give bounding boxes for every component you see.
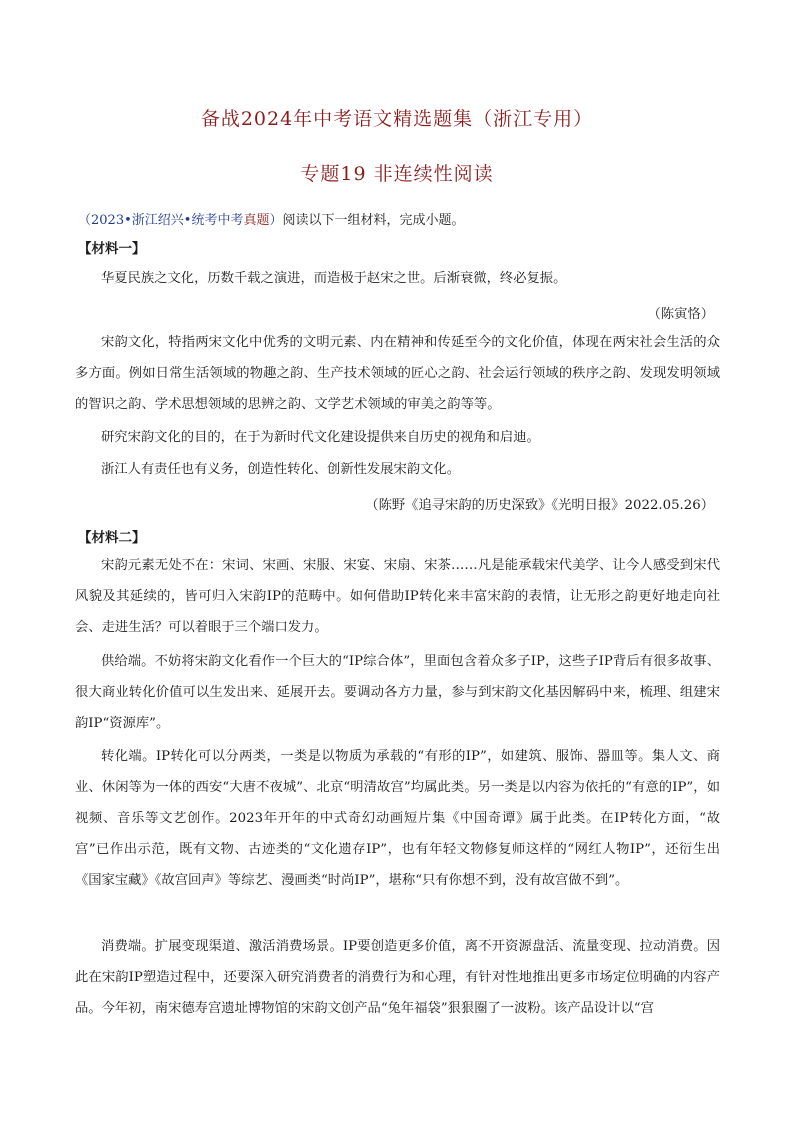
document-title: 备战2024年中考语文精选题集（浙江专用） [200,108,594,130]
question-source [78,209,465,228]
source-dot: • [183,213,192,228]
material2-heading: 【材料二】 [78,530,146,546]
source-year: 2023 [91,213,125,228]
material2-paragraph: 宋韵元素无处不在：宋词、宋画、宋服、宋宴、宋扇、宋茶……凡是能承载宋代美学、让今人感受到宋代风貌及其延续的，皆可归入宋韵IP的范畴中。如何借助IP转化来丰富宋韵的表情，让无形之韵更好地走向社会、走进生活？可以着眼于三个端口发力。 [75,558,720,635]
question-instruction: 阅读以下一组材料，完成小题。 [282,213,465,228]
source-dot: • [124,213,132,228]
material1-paragraph: 研究宋韵文化的目的，在于为新时代文化建设提供来自历史的视角和启迪。 [101,430,540,445]
material1-paragraph: 浙江人有责任也有义务，创造性转化、创新性发展宋韵文化。 [101,462,461,477]
material2-paragraph: 转化端。IP转化可以分两类，一类是以物质为承载的“有形的IP”，如建筑、服饰、器皿等。集人文、商业、休闲等为一体的西安“大唐不夜城”、北京“明清故宫”均属此类。另一类是以内容为依托的“有意的IP”，如视频、音乐等文艺创作。2023年开年的中式奇幻动画短片集《中国奇谭》属于此类。在IP转化方面，“故宫”已作出示范，既有文物、古迹类的“文化遗存IP”，也有年轻文物修复师这样的“网红人物IP”，还衍生出《国家宝藏》《故宫回声》等综艺、漫画类“时尚IP”，堪称“只有你想不到，没有故宫做不到”。 [75,749,720,888]
material2-paragraph: 供给端。不妨将宋韵文化看作一个巨大的“IP综合体”，里面包含着众多子IP，这些子IP背后有很多故事、很大商业转化价值可以生发出来、延展开去。要调动各方力量，参与到宋韵文化基因解码中来，梳理、组建宋韵IP“资源库”。 [75,654,720,731]
material1-quote-author: （陈寅恪） [647,307,714,322]
source-region: 浙江绍兴 [131,213,184,228]
source-exam-type: 统考中考 [191,213,244,228]
source-open-paren: （ [78,213,92,228]
source-tag: 真题 [243,213,270,228]
material2-paragraph: 消费端。扩展变现渠道、激活消费场景。IP要创造更多价值，离不开资源盘活、流量变现、拉动消费。因此在宋韵IP塑造过程中，还要深入研究消费者的消费行为和心理，有针对性地推出更多市场定位明确的内容产品。今年初，南宋德寿宫遗址博物馆的宋韵文创产品“兔年福袋”狠狠圈了一波粉。该产品设计以“宫 [75,939,720,1016]
material1-paragraph: 宋韵文化，特指两宋文化中优秀的文明元素、内在精神和传延至今的文化价值，体现在两宋社会生活的众多方面。例如日常生活领域的物趣之韵、生产技术领域的匠心之韵、社会运行领域的秩序之韵、发现发明领域的智识之韵、学术思想领域的思辨之韵、文学艺术领域的审美之韵等等。 [75,335,720,412]
material1-citation: （陈野《追寻宋韵的历史深致》《光明日报》2022.05.26） [365,498,714,513]
material1-quote: 华夏民族之文化，历数千载之演进，而造极于赵宋之世。后渐衰微，终必复振。 [101,271,567,286]
source-close-paren: ） [269,213,283,228]
material1-heading: 【材料一】 [78,241,146,257]
document-subtitle: 专题19 非连续性阅读 [300,163,494,185]
